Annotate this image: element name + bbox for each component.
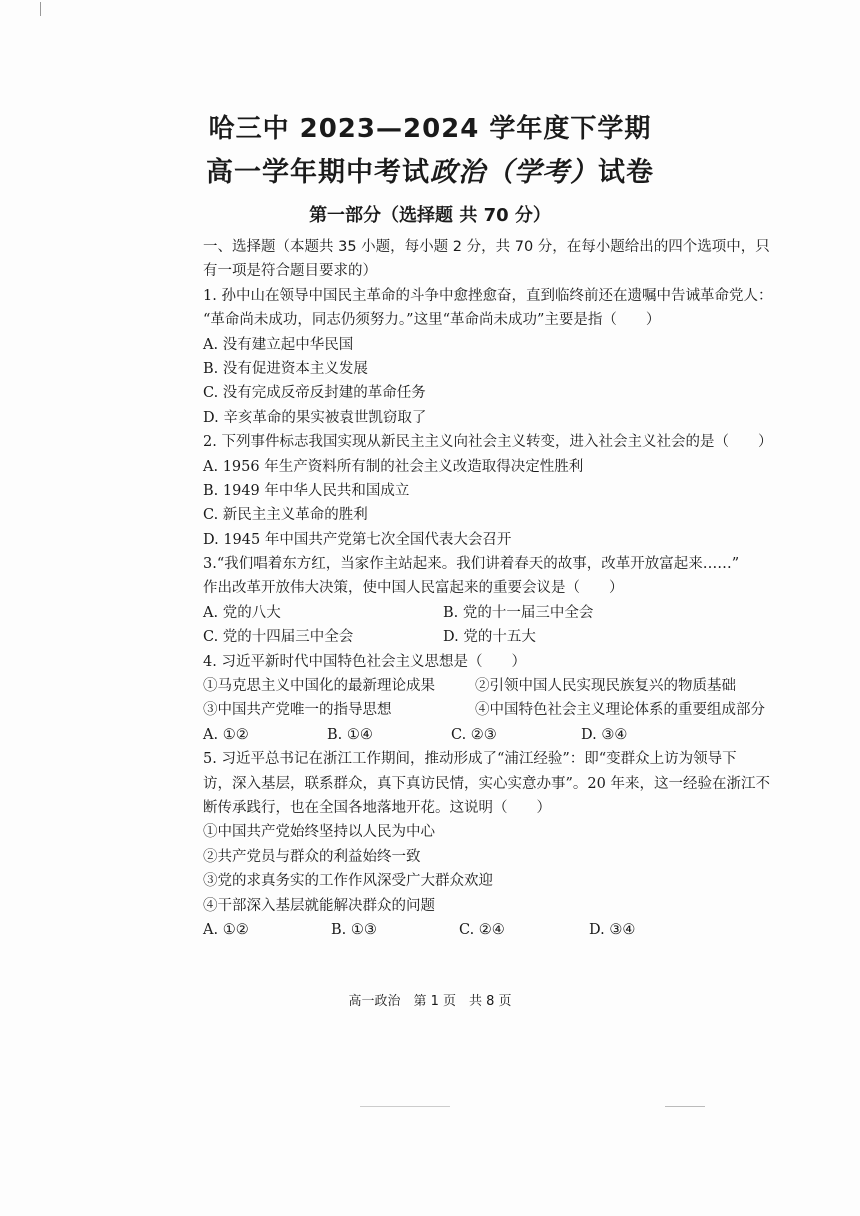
option-a: A. 没有建立起中华民国 [203, 336, 354, 353]
option-row [203, 601, 803, 625]
question-stem: 4. 习近平新时代中国特色社会主义思想是（ ） [203, 653, 526, 670]
part-title: 第一部分（选择题 共 70 分） [309, 205, 551, 226]
statement-3: ③中国共产党唯一的指导思想 [203, 702, 392, 719]
option-d: D. ③④ [589, 921, 636, 938]
option-b: B. 党的十一届三中全会 [443, 604, 594, 621]
option-a: A. 党的八大 [203, 604, 281, 621]
exam-title-line2 [0, 150, 860, 189]
statement-3: ③党的求真务实的工作作风深受广大群众欢迎 [203, 873, 493, 890]
option-d: D. 辛亥革命的果实被袁世凯窃取了 [203, 409, 427, 426]
question-stem: 访，深入基层，联系群众，真下真访民情，实心实意办事”。20 年来，这一经验在浙江不 [203, 775, 770, 792]
option-a: A. ①② [203, 921, 249, 938]
option-b: B. ①④ [327, 726, 373, 743]
statement-4: ④干部深入基层就能解决群众的问题 [203, 897, 435, 914]
option-row [203, 625, 803, 649]
scan-artifact-top [40, 2, 41, 16]
statement-2: ②共产党员与群众的利益始终一致 [203, 848, 421, 865]
scan-artifact-bottom-right [665, 1106, 705, 1107]
question-stem: 2. 下列事件标志我国实现从新民主主义向社会主义转变，进入社会主义社会的是（ ） [203, 434, 773, 451]
statement-row [203, 674, 803, 698]
option-b: B. ①③ [331, 921, 377, 938]
instruction-line: 有一项是符合题目要求的） [203, 263, 377, 280]
question-stem: 5. 习近平总书记在浙江工作期间，推动形成了“浦江经验”：即“变群众上访为领导下 [203, 751, 737, 768]
option-c: C. ②③ [451, 726, 497, 743]
exam-title-subject: 政治（学考） [430, 157, 598, 188]
statement-row [203, 698, 803, 722]
option-d: D. 1945 年中国共产党第七次全国代表大会召开 [203, 531, 512, 548]
exam-title-grade: 高一学年期中考试 [206, 157, 430, 188]
option-d: D. 党的十五大 [443, 629, 536, 646]
option-c: C. 没有完成反帝反封建的革命任务 [203, 385, 426, 402]
statement-1: ①中国共产党始终坚持以人民为中心 [203, 824, 435, 841]
option-a: A. 1956 年生产资料所有制的社会主义改造取得决定性胜利 [203, 458, 584, 475]
option-c: C. 党的十四届三中全会 [203, 629, 354, 646]
questions-body [203, 235, 803, 942]
option-row [203, 723, 803, 747]
statement-2: ②引领中国人民实现民族复兴的物质基础 [475, 678, 736, 695]
option-c: C. ②④ [459, 921, 505, 938]
option-a: A. ①② [203, 726, 249, 743]
option-b: B. 没有促进资本主义发展 [203, 360, 368, 377]
exam-title-suffix: 试卷 [598, 157, 654, 188]
option-c: C. 新民主主义革命的胜利 [203, 507, 368, 524]
question-stem: 作出改革开放伟大决策，使中国人民富起来的重要会议是（ ） [203, 580, 624, 597]
option-d: D. ③④ [581, 726, 628, 743]
scan-artifact-bottom [360, 1106, 450, 1107]
page-footer: 高一政治 第 1 页 共 8 页 [348, 994, 512, 1009]
question-stem: 3.“我们唱着东方红，当家作主站起来。我们讲着春天的故事，改革开放富起来……” [203, 556, 740, 573]
option-b: B. 1949 年中华人民共和国成立 [203, 482, 410, 499]
exam-title-line1: 哈三中 2023—2024 学年度下学期 [208, 114, 652, 144]
statement-4: ④中国特色社会主义理论体系的重要组成部分 [475, 702, 765, 719]
option-row [203, 918, 803, 942]
statement-1: ①马克思主义中国化的最新理论成果 [203, 678, 435, 695]
question-stem: 断传承践行，也在全国各地落地开花。这说明（ ） [203, 799, 551, 816]
question-stem: 1. 孙中山在领导中国民主革命的斗争中愈挫愈奋，直到临终前还在遗嘱中告诫革命党人： [203, 287, 773, 304]
instruction-line: 一、选择题（本题共 35 小题，每小题 2 分，共 70 分，在每小题给出的四个选项中，只 [203, 239, 770, 255]
question-stem: “革命尚未成功，同志仍须努力。”这里“革命尚未成功”主要是指（ ） [203, 312, 661, 329]
